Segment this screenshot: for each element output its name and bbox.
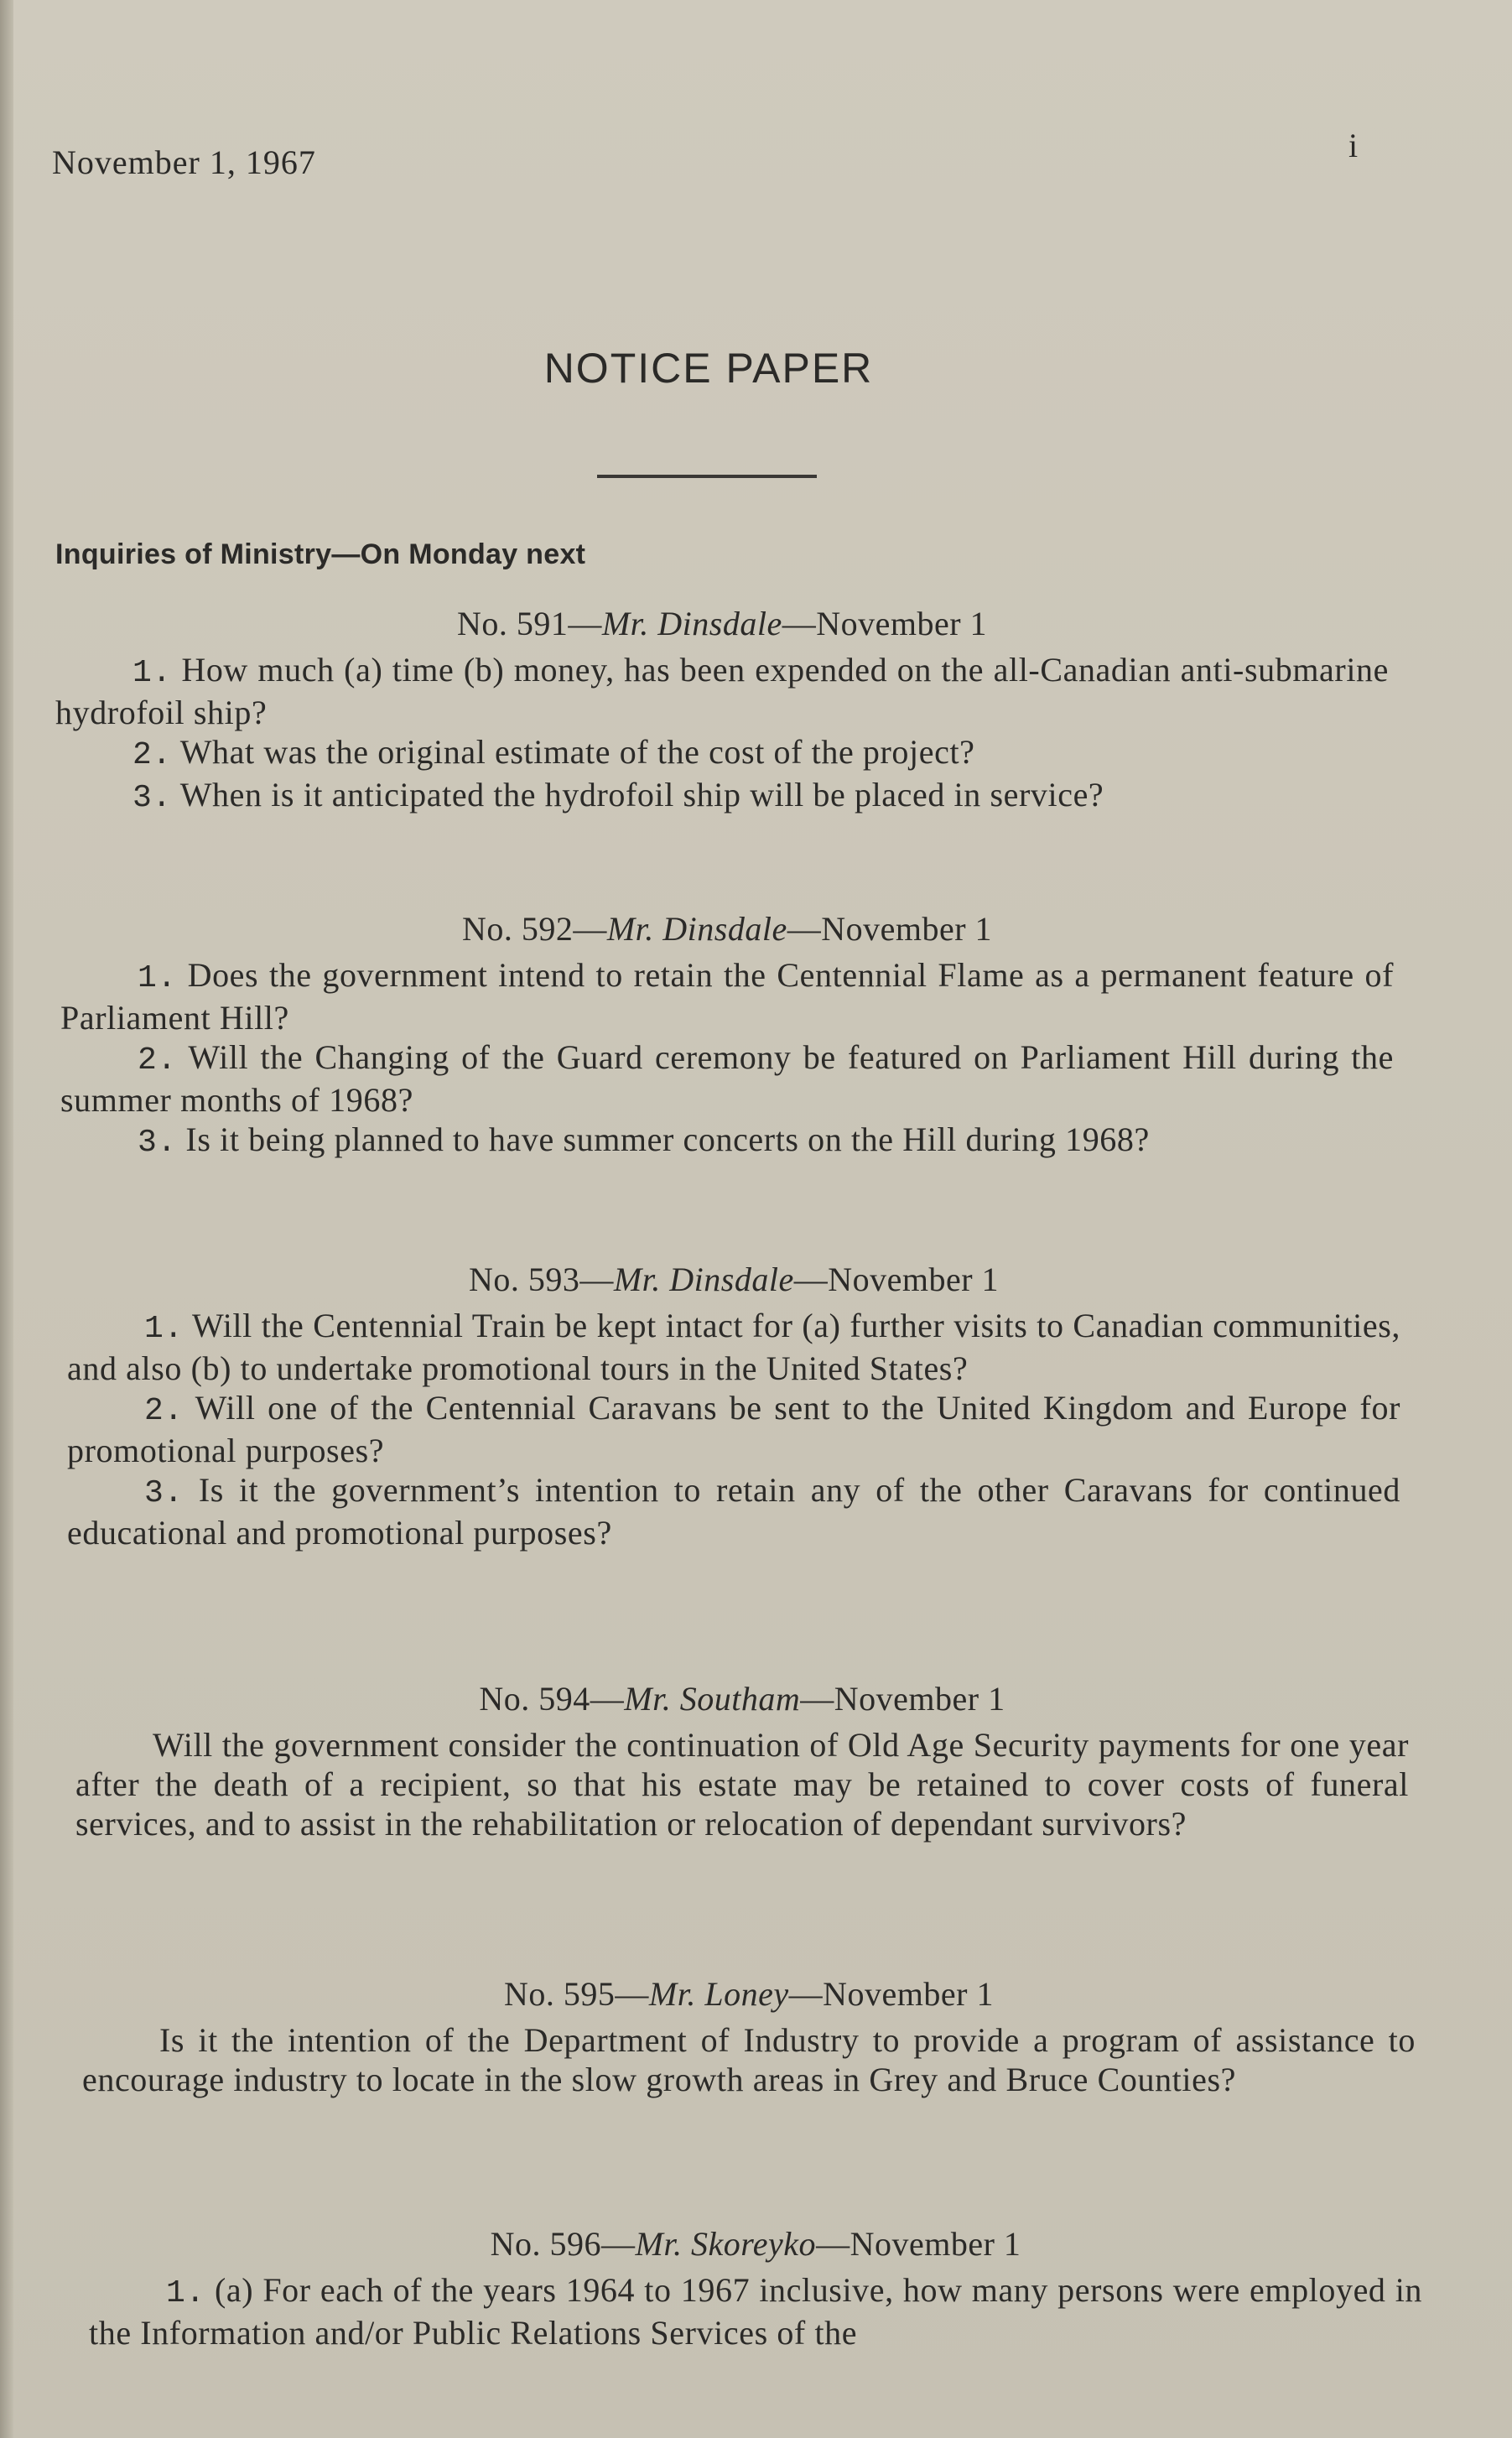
question-header: No. 591—Mr. Dinsdale—November 1: [456, 605, 988, 642]
paragraph-number: 3.: [144, 1475, 184, 1511]
question-paragraph: [67, 1470, 1400, 1552]
question-member: Mr. Loney: [648, 1975, 789, 2013]
paragraph-text: Will the Changing of the Guard ceremony be featured on Parliament Hill during the summer months of 1968?: [60, 1038, 1394, 1119]
paragraph-number: 1.: [138, 960, 177, 996]
question-member: Mr. Dinsdale: [601, 605, 782, 642]
paragraph-text: Will the Centennial Train be kept intact for (a) further visits to Canadian communities, and also (b) to undertake promotional tours in the United States?: [67, 1307, 1400, 1387]
question-header: No. 593—Mr. Dinsdale—November 1: [468, 1261, 1000, 1298]
paragraph-number: 2.: [144, 1393, 184, 1429]
question-date: November 1: [850, 2225, 1021, 2263]
question-member: Mr. Dinsdale: [606, 910, 787, 948]
paragraph-text: Does the government intend to retain the Centennial Flame as a permanent feature of Parliament Hill?: [60, 956, 1394, 1037]
question-number: No. 596: [490, 2225, 601, 2263]
page-number: i: [1348, 127, 1359, 164]
paragraph-number: 1.: [132, 655, 172, 691]
paragraph-number: 1.: [144, 1311, 184, 1347]
question-member: Mr. Skoreyko: [635, 2225, 817, 2263]
question-paragraph: [55, 650, 1389, 732]
paragraph-number: 1.: [166, 2275, 205, 2311]
question-596: [89, 2224, 1422, 2352]
question-date: November 1: [821, 910, 993, 948]
question-paragraph: [89, 2270, 1422, 2352]
paragraph-text: What was the original estimate of the cost of the project?: [179, 733, 975, 771]
paragraph-number: 3.: [138, 1125, 177, 1161]
paragraph-text: Is it the intention of the Department of Industry to provide a program of assistance to encourage industry to locate in the slow growth areas in Grey and Bruce Counties?: [82, 2021, 1416, 2098]
paragraph-text: Is it the government’s intention to retain any of the other Caravans for continued educational and promotional purposes?: [67, 1471, 1400, 1552]
question-paragraph: [60, 1120, 1394, 1162]
paragraph-text: How much (a) time (b) money, has been expended on the all-Canadian anti-submarine hydrofoil ship?: [55, 651, 1390, 731]
question-number: No. 593: [468, 1261, 580, 1298]
paragraph-text: When is it anticipated the hydrofoil ship will be placed in service?: [179, 776, 1104, 814]
question-paragraph: [55, 775, 1389, 818]
paragraph-number: 2.: [132, 737, 172, 773]
paragraph-number: 3.: [132, 780, 172, 816]
question-592: [60, 909, 1394, 1162]
question-591: [55, 604, 1389, 818]
title-rule: [597, 475, 817, 478]
question-paragraph: [82, 2020, 1416, 2099]
question-header: No. 596—Mr. Skoreyko—November 1: [490, 2225, 1021, 2263]
question-header: No. 594—Mr. Southam—November 1: [479, 1680, 1005, 1718]
question-595: [82, 1974, 1416, 2099]
header-date: November 1, 1967: [52, 143, 316, 181]
question-number: No. 594: [479, 1680, 590, 1718]
section-heading: Inquiries of Ministry—On Monday next: [55, 538, 586, 570]
question-paragraph: [55, 732, 1389, 775]
question-header: No. 595—Mr. Loney—November 1: [504, 1975, 994, 2013]
paragraph-number: 2.: [138, 1042, 177, 1079]
question-date: November 1: [834, 1680, 1005, 1718]
question-paragraph: [60, 1037, 1394, 1120]
question-593: [67, 1260, 1400, 1552]
question-date: November 1: [823, 1975, 994, 2013]
question-member: Mr. Southam: [624, 1680, 801, 1718]
question-date: November 1: [816, 605, 988, 642]
question-paragraph: [75, 1725, 1409, 1843]
question-number: No. 591: [456, 605, 569, 642]
question-594: [75, 1679, 1409, 1843]
question-date: November 1: [828, 1261, 1000, 1298]
question-paragraph: [67, 1388, 1400, 1470]
question-header: No. 592—Mr. Dinsdale—November 1: [461, 910, 993, 948]
paragraph-text: Is it being planned to have summer concerts on the Hill during 1968?: [185, 1120, 1150, 1158]
question-member: Mr. Dinsdale: [613, 1261, 794, 1298]
paragraph-text: Will the government consider the continuation of Old Age Security payments for one year after the death of a recipient, so that his estate may be retained to cover costs of funeral services, and to assist in the rehabilitation or relocation of dependant survivors?: [75, 1726, 1409, 1843]
paragraph-text: (a) For each of the years 1964 to 1967 inclusive, how many persons were employed in the Information and/or Public Relations Services of the: [89, 2271, 1423, 2352]
question-paragraph: [67, 1306, 1400, 1388]
paragraph-text: Will one of the Centennial Caravans be sent to the United Kingdom and Europe for promotional purposes?: [67, 1389, 1400, 1469]
question-paragraph: [60, 955, 1394, 1037]
question-number: No. 595: [504, 1975, 616, 2013]
question-number: No. 592: [461, 910, 574, 948]
page-title: NOTICE PAPER: [543, 345, 874, 392]
